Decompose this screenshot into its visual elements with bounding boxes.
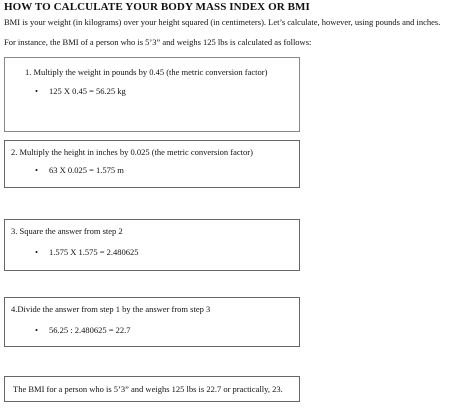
step-2-calc-text: 63 X 0.025 = 1.575 m bbox=[49, 165, 124, 175]
step-4-calculation bbox=[35, 325, 131, 336]
step-3-calculation bbox=[35, 247, 139, 258]
step-4-calc-text: 56.25 : 2.480625 = 22.7 bbox=[49, 325, 131, 335]
page-title: HOW TO CALCULATE YOUR BODY MASS INDEX OR BMI bbox=[4, 1, 310, 13]
step-3-calc-text: 1.575 X 1.575 = 2.480625 bbox=[49, 247, 139, 257]
step-1-calculation bbox=[35, 86, 126, 97]
result-box bbox=[4, 376, 300, 402]
bullet-icon: • bbox=[35, 86, 38, 96]
step-1-box bbox=[4, 57, 300, 132]
step-2-title: 2. Multiply the height in inches by 0.025 (the metric conversion factor) bbox=[11, 147, 253, 157]
intro-paragraph: BMI is your weight (in kilograms) over your height squared (in centimeters). Let’s calculate, however, using pounds and inches. bbox=[4, 17, 441, 27]
step-4-title: 4.Divide the answer from step 1 by the answer from step 3 bbox=[11, 304, 211, 314]
step-1-title: 1. Multiply the weight in pounds by 0.45 (the metric conversion factor) bbox=[25, 67, 268, 77]
step-3-title: 3. Square the answer from step 2 bbox=[11, 226, 123, 236]
bullet-icon: • bbox=[35, 247, 38, 257]
step-2-calculation bbox=[35, 165, 124, 176]
step-1-calc-text: 125 X 0.45 = 56.25 kg bbox=[49, 86, 126, 96]
step-4-box bbox=[4, 297, 300, 347]
example-paragraph: For instance, the BMI of a person who is 5’3” and weighs 125 lbs is calculated as follows: bbox=[4, 37, 312, 47]
result-text: The BMI for a person who is 5’3” and weighs 125 lbs is 22.7 or practically, 23. bbox=[13, 384, 283, 394]
step-3-box bbox=[4, 219, 300, 271]
bullet-icon: • bbox=[35, 165, 38, 175]
bullet-icon: • bbox=[35, 325, 38, 335]
step-2-box bbox=[4, 140, 300, 188]
